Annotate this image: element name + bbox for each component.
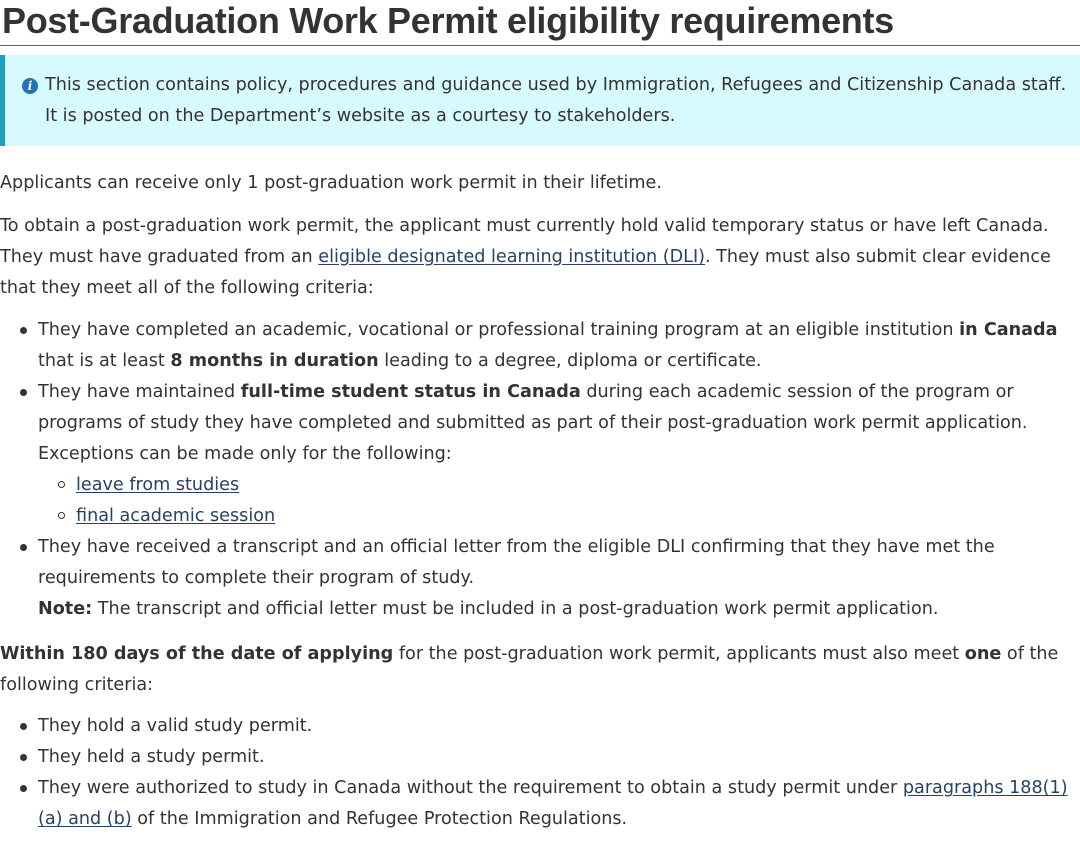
list-item-text: that is at least (38, 351, 171, 371)
intro-paragraph: Applicants can receive only 1 post-graduation work permit in their lifetime. (0, 173, 662, 193)
list-item-text: during each academic session of the program or programs of study they have completed and submitted as part of their post-graduation work permit application. Exceptions can be made only for the following: (38, 382, 1028, 464)
leave-from-studies-link[interactable]: leave from studies (76, 475, 240, 495)
list-item: They hold a valid study permit. (0, 711, 1078, 742)
obtain-text-after: . They must also submit clear evidence that they meet all of the following criteria: (0, 247, 1051, 298)
list-item-text: They were authorized to study in Canada without the requirement to obtain a study permit under (38, 778, 903, 798)
final-academic-session-link[interactable]: final academic session (76, 506, 276, 526)
requirements-list (0, 315, 1078, 625)
list-item-text: They have completed an academic, vocational or professional training program at an eligible institution (38, 320, 960, 340)
list-item-text: They have maintained (38, 382, 241, 402)
paragraph-text: of the following criteria: (0, 644, 1059, 695)
sub-list-item (38, 501, 1078, 532)
list-item (0, 315, 1078, 377)
list-item-text: of the Immigration and Refugee Protection Regulations. (131, 809, 628, 829)
list-item-text: leading to a degree, diploma or certificate. (378, 351, 762, 371)
note-label: Note: (38, 599, 93, 619)
info-notice (0, 55, 1080, 146)
list-item (0, 773, 1078, 835)
paragraphs-188-link[interactable]: paragraphs 188(1)(a) and (b) (38, 778, 1068, 829)
page-title: Post-Graduation Work Permit eligibility requirements (2, 0, 894, 41)
list-item-text: They have received a transcript and an official letter from the eligible DLI confirming that they have met the requirements to complete their program of study. (38, 537, 995, 588)
emphasis-text: in Canada (959, 320, 1058, 340)
title-divider (0, 45, 1080, 46)
note-text: The transcript and official letter must be included in a post-graduation work permit application. (92, 599, 939, 619)
emphasis-text: Within 180 days of the date of applying (0, 644, 394, 664)
obtain-text-before: To obtain a post-graduation work permit, the applicant must currently hold valid temporary status or have left Canada. They must have graduated from an (0, 216, 1049, 267)
info-icon: i (22, 78, 38, 94)
eligible-dli-link[interactable]: eligible designated learning institution (DLI) (318, 247, 705, 267)
emphasis-text: 8 months in duration (170, 351, 379, 371)
list-item (0, 377, 1078, 532)
emphasis-text: full-time student status in Canada (240, 382, 581, 402)
emphasis-text: one (964, 644, 1002, 664)
notice-text: This section contains policy, procedures and guidance used by Immigration, Refugees and Citizenship Canada staff. It is posted on the Department’s website as a courtesy to stakeholders. (45, 75, 1067, 126)
list-item: They held a study permit. (0, 742, 1078, 773)
exceptions-list (38, 470, 1078, 532)
study-permit-criteria-list (0, 711, 1078, 835)
sub-list-item (38, 470, 1078, 501)
list-item (0, 532, 1078, 625)
obtain-paragraph (0, 211, 1075, 304)
within-paragraph (0, 639, 1075, 701)
paragraph-text: for the post-graduation work permit, applicants must also meet (393, 644, 965, 664)
